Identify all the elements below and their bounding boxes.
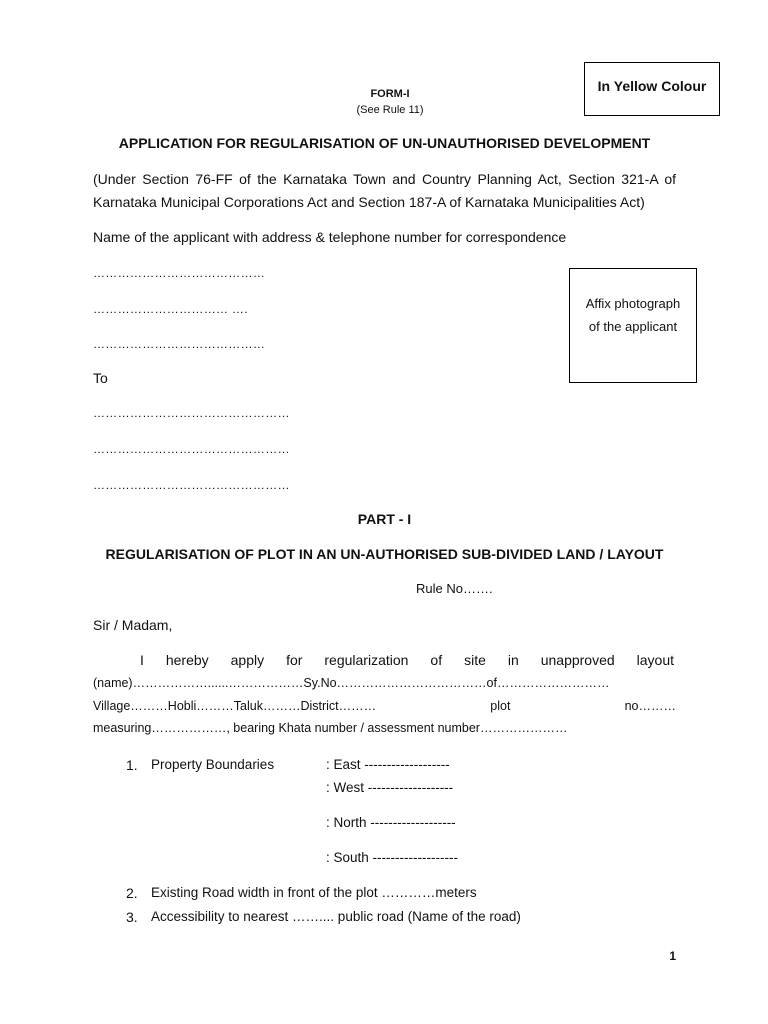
- para-word: layout: [636, 652, 674, 668]
- para-word: site: [464, 652, 486, 668]
- to-label: To: [93, 370, 108, 386]
- para-word: apply: [230, 652, 265, 668]
- para-segment: Village………Hobli………Taluk………District………: [93, 699, 377, 713]
- item-1-number: 1.: [126, 757, 138, 773]
- para-line-4: measuring………………, bearing Khata number / assessment number…………………: [93, 721, 568, 735]
- para-word: regularization: [324, 652, 409, 668]
- photo-box-line-1: Affix photograph: [585, 296, 681, 311]
- to-line-1: …………………………………………: [93, 406, 290, 420]
- item-2-text: Existing Road width in front of the plot …………meters: [151, 885, 477, 900]
- part-subtitle: REGULARISATION OF PLOT IN AN UN-AUTHORISED SUB-DIVIDED LAND / LAYOUT: [105, 546, 664, 562]
- applicant-label: Name of the applicant with address & telephone number for correspondence: [93, 229, 567, 245]
- applicant-line-2: …………………………… ….: [93, 302, 248, 316]
- para-line-2: (name)………………......………………Sy.No………………………………of………………………: [93, 676, 610, 690]
- photo-box-line-2: of the applicant: [588, 319, 678, 334]
- part-title: PART - I: [357, 511, 412, 527]
- photo-box: [569, 268, 697, 383]
- item-3-text: Accessibility to nearest …….... public road (Name of the road): [151, 909, 521, 924]
- para-segment: plot: [490, 699, 511, 713]
- document-title: APPLICATION FOR REGULARISATION OF UN-UNAUTHORISED DEVELOPMENT: [118, 135, 651, 151]
- para-line-1: [140, 652, 674, 668]
- para-word: for: [286, 652, 303, 668]
- applicant-line-3: ……………………………………: [93, 337, 266, 351]
- boundary-west: : West -------------------: [326, 780, 454, 795]
- item-2-number: 2.: [126, 885, 138, 901]
- to-line-2: …………………………………………: [93, 442, 290, 456]
- to-line-3: …………………………………………: [93, 478, 290, 492]
- colour-note: In Yellow Colour: [597, 78, 707, 94]
- item-3-number: 3.: [126, 909, 138, 925]
- rule-number: Rule No…….: [416, 581, 493, 596]
- para-word: of: [430, 652, 443, 668]
- para-word: in: [507, 652, 519, 668]
- para-word: unapproved: [540, 652, 615, 668]
- salutation: Sir / Madam,: [93, 617, 173, 633]
- page-number: 1: [669, 949, 676, 963]
- para-line-3: [93, 699, 676, 713]
- boundary-east: : East -------------------: [326, 757, 450, 772]
- intro-line-2: Karnataka Municipal Corporations Act and Section 187-A of Karnataka Municipalities Act): [93, 194, 645, 210]
- boundary-south: : South -------------------: [326, 850, 458, 865]
- para-word: hereby: [165, 652, 209, 668]
- para-word: I: [140, 652, 144, 668]
- see-rule: (See Rule 11): [356, 104, 424, 116]
- item-1-label: Property Boundaries: [151, 757, 275, 772]
- intro-line-1: (Under Section 76-FF of the Karnataka Town and Country Planning Act, Section 321-A of: [93, 171, 676, 187]
- applicant-line-1: ……………………………………: [93, 266, 266, 280]
- boundary-north: : North -------------------: [326, 815, 456, 830]
- form-number: FORM-I: [370, 88, 410, 100]
- para-segment: no………: [624, 699, 676, 713]
